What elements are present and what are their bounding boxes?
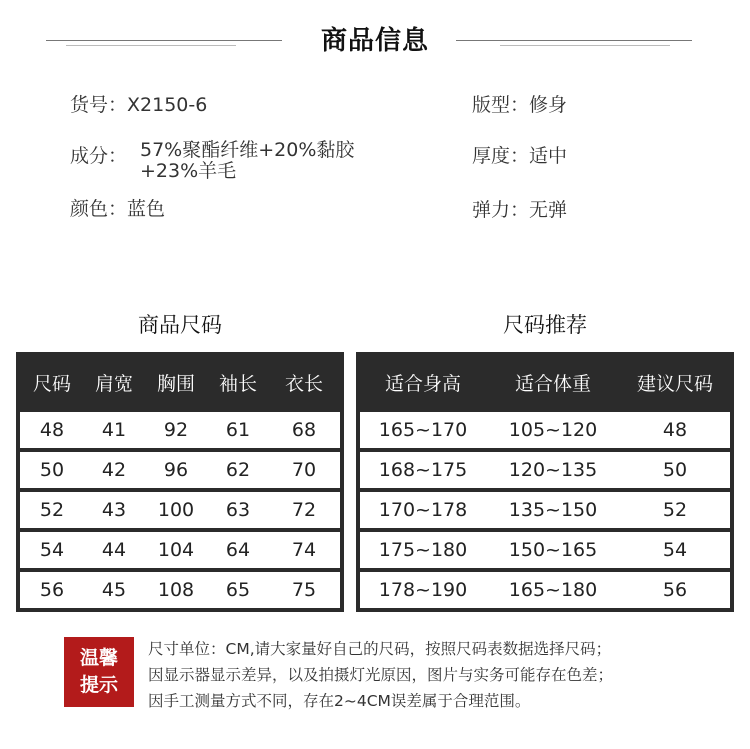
- table-cell: 72: [291, 499, 317, 521]
- table-row: [20, 572, 340, 608]
- header-cell: 适合身高: [384, 372, 461, 395]
- table-cell: 70: [291, 459, 317, 481]
- info-value: 蓝色: [127, 198, 166, 220]
- info-label: 版型：: [472, 94, 530, 116]
- info-label: 货号：: [70, 94, 128, 116]
- size-table-title: 商品尺码: [138, 313, 222, 337]
- info-color: [70, 198, 165, 220]
- table-cell: 41: [101, 419, 127, 441]
- header-cell: 胸围: [156, 372, 195, 395]
- info-value: 适中: [529, 145, 568, 167]
- table-row: [20, 492, 340, 528]
- header-cell: 建议尺码: [636, 372, 713, 395]
- table-cell: 175~180: [378, 539, 468, 561]
- tips-badge: [64, 637, 134, 707]
- table-row: [20, 532, 340, 568]
- table-cell: 44: [101, 539, 127, 561]
- table-cell: 74: [291, 539, 317, 561]
- info-value: +23%羊毛: [140, 160, 237, 182]
- info-value: X2150-6: [127, 94, 208, 116]
- size-table: [16, 352, 344, 612]
- header-cell: 肩宽: [94, 372, 133, 395]
- table-cell: 75: [291, 579, 317, 601]
- tips-line: 因手工测量方式不同，存在2~4CM误差属于合理范围。: [148, 692, 531, 710]
- table-row: [360, 452, 730, 488]
- title-bar: [0, 18, 750, 62]
- header-cell: 衣长: [284, 372, 323, 395]
- info-label: 弹力：: [472, 199, 530, 221]
- table-cell: 105~120: [508, 419, 598, 441]
- info-fit: [472, 94, 567, 116]
- info-label: 颜色：: [70, 198, 128, 220]
- table-cell: 52: [662, 499, 688, 521]
- table-cell: 65: [225, 579, 251, 601]
- table-cell: 43: [101, 499, 127, 521]
- table-cell: 54: [39, 539, 65, 561]
- header-cell: 尺码: [32, 372, 71, 395]
- header-cell: 袖长: [218, 372, 257, 395]
- info-value: 无弹: [529, 199, 568, 221]
- table-cell: 62: [225, 459, 251, 481]
- table-cell: 56: [39, 579, 65, 601]
- table-cell: 50: [39, 459, 65, 481]
- info-material: [70, 145, 127, 167]
- info-thickness: [472, 145, 567, 167]
- table-cell: 168~175: [378, 459, 468, 481]
- info-label: 厚度：: [472, 145, 530, 167]
- table-cell: 178~190: [378, 579, 468, 601]
- table-cell: 104: [157, 539, 195, 561]
- tips-line: 尺寸单位：CM,请大家量好自己的尺码，按照尺码表数据选择尺码；: [148, 640, 612, 658]
- table-cell: 150~165: [508, 539, 598, 561]
- table-row: [20, 452, 340, 488]
- table-row: [360, 532, 730, 568]
- title-divider-right-thin: [500, 45, 670, 46]
- tips-badge-line: 提示: [79, 674, 118, 696]
- table-cell: 42: [101, 459, 127, 481]
- table-cell: 45: [101, 579, 127, 601]
- title-divider-right: [456, 40, 692, 41]
- table-cell: 108: [157, 579, 195, 601]
- table-header: [360, 356, 730, 408]
- table-cell: 54: [662, 539, 688, 561]
- table-row: [360, 412, 730, 448]
- recommend-table-title: 尺码推荐: [503, 313, 587, 337]
- info-material-value: [140, 140, 354, 182]
- table-cell: 48: [39, 419, 65, 441]
- table-header: [20, 356, 340, 408]
- info-value: 57%聚酯纤维+20%黏胶: [140, 139, 355, 161]
- info-label: 成分：: [70, 145, 128, 167]
- table-row: [20, 412, 340, 448]
- table-cell: 52: [39, 499, 65, 521]
- table-row: [360, 492, 730, 528]
- tips-badge-line: 温馨: [79, 647, 118, 669]
- info-value: 修身: [529, 94, 568, 116]
- tips-line: 因显示器显示差异，以及拍摄灯光原因，图片与实务可能存在色差；: [148, 666, 614, 684]
- table-cell: 61: [225, 419, 251, 441]
- info-item-no: [70, 94, 207, 116]
- table-row: [360, 572, 730, 608]
- header-cell: 适合体重: [514, 372, 591, 395]
- page-title: 商品信息: [320, 26, 429, 56]
- table-cell: 135~150: [508, 499, 598, 521]
- table-cell: 68: [291, 419, 317, 441]
- table-cell: 100: [157, 499, 195, 521]
- recommend-table: [356, 352, 734, 612]
- table-cell: 96: [163, 459, 189, 481]
- table-cell: 56: [662, 579, 688, 601]
- table-cell: 48: [662, 419, 688, 441]
- table-cell: 92: [163, 419, 189, 441]
- table-cell: 50: [662, 459, 688, 481]
- table-cell: 64: [225, 539, 251, 561]
- table-cell: 165~180: [508, 579, 598, 601]
- table-cell: 170~178: [378, 499, 468, 521]
- table-cell: 165~170: [378, 419, 468, 441]
- table-cell: 120~135: [508, 459, 598, 481]
- table-cell: 63: [225, 499, 251, 521]
- info-stretch: [472, 199, 567, 221]
